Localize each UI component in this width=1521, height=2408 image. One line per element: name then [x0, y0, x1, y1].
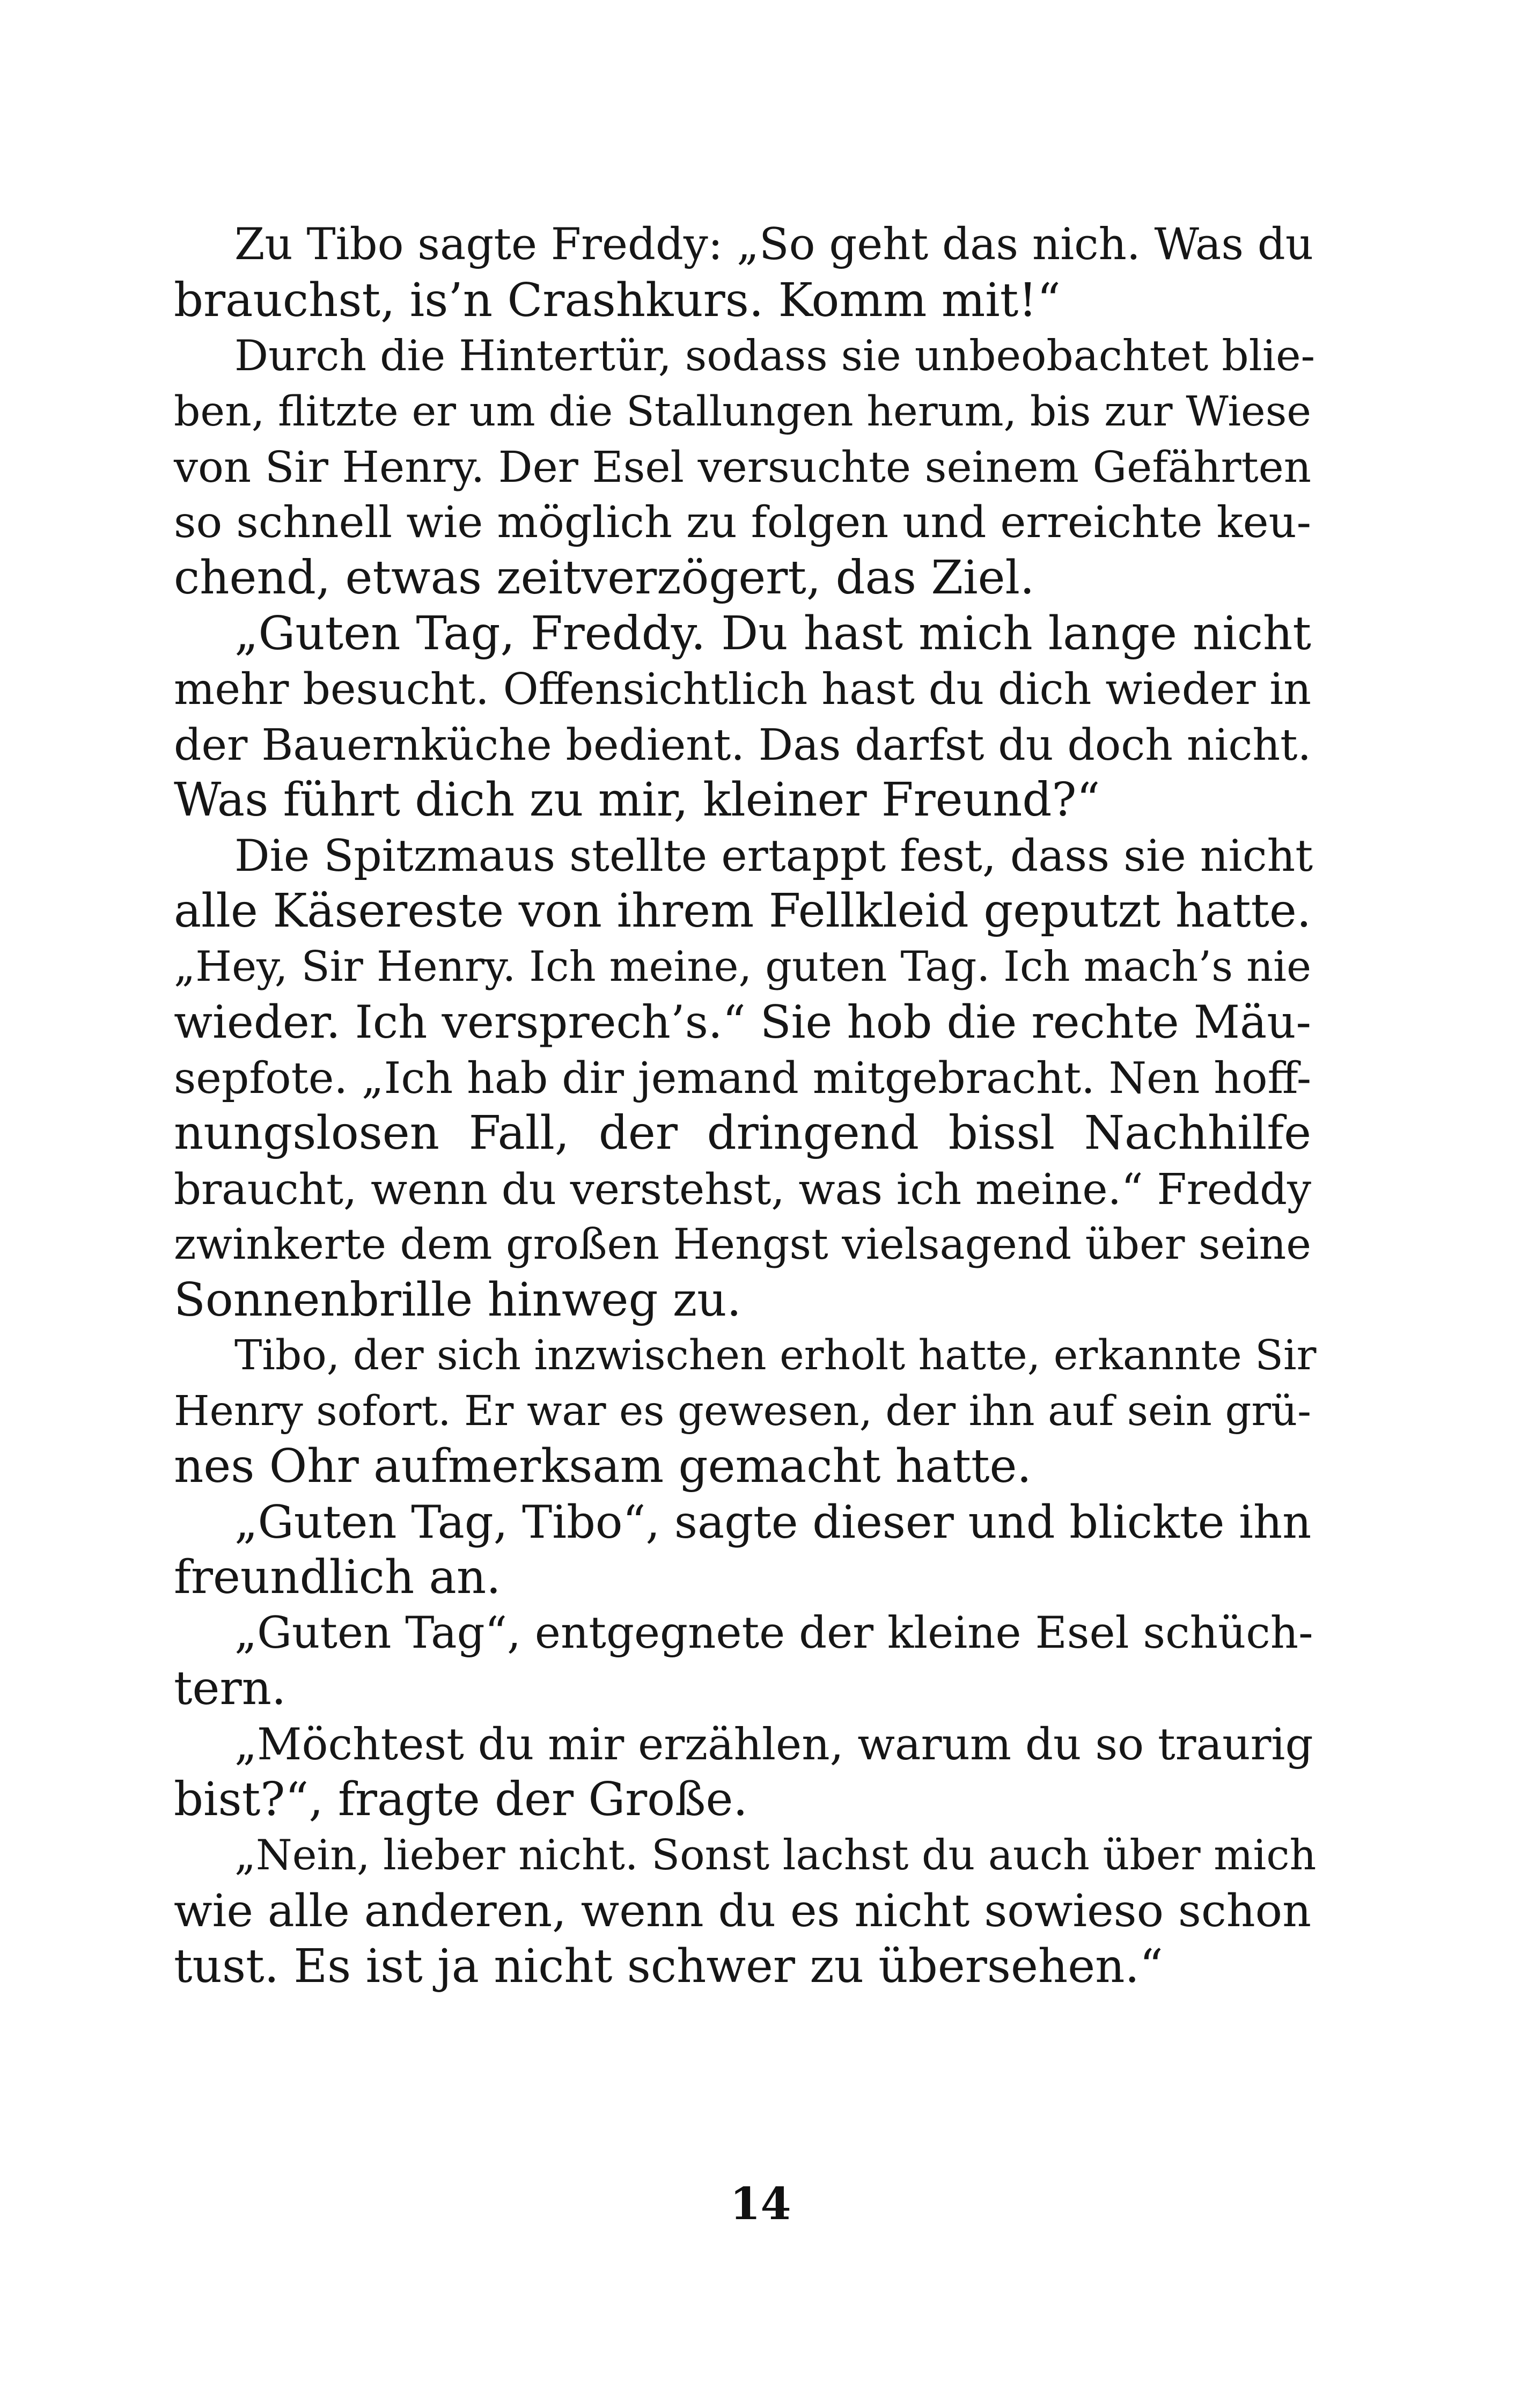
text-line: ben, flitzte er um die Stallungen herum, bis zur Wiese — [174, 387, 1311, 436]
text-line: von Sir Henry. Der Esel versuchte seinem Gefährten — [174, 442, 1311, 492]
text-line: braucht, wenn du verstehst, was ich meine.“ Freddy — [174, 1164, 1311, 1214]
text-line: „Nein, lieber nicht. Sonst lachst du auch über mich — [234, 1831, 1317, 1880]
text-line: zwinkerte dem großen Hengst vielsagend über seine — [174, 1220, 1311, 1269]
text-line: wieder. Ich versprech’s.“ Sie hob die rechte Mäu- — [174, 996, 1311, 1048]
text-line: „Guten Tag, Freddy. Du hast mich lange nicht — [234, 606, 1311, 660]
text-line: nungslosen Fall, der dringend bissl Nachhilfe — [174, 1106, 1311, 1160]
text-line: „Guten Tag, Tibo“, sagte dieser und blickte ihn — [234, 1495, 1312, 1548]
text-line: „Hey, Sir Henry. Ich meine, guten Tag. Ich mach’s nie — [174, 942, 1311, 991]
text-line: „Guten Tag“, entgegnete der kleine Esel schüch- — [234, 1607, 1313, 1658]
text-line: sepfote. „Ich hab dir jemand mitgebracht. Nen hoff- — [174, 1052, 1311, 1103]
text-line: Tibo, der sich inzwischen erholt hatte, erkannte Sir — [234, 1331, 1317, 1379]
text-line: nes Ohr aufmerksam gemacht hatte. — [174, 1440, 1032, 1493]
text-line: chend, etwas zeitverzögert, das Ziel. — [174, 551, 1035, 605]
text-line: brauchst, is’n Crashkurs. Komm mit!“ — [174, 273, 1061, 327]
text-line: der Bauernküche bedient. Das darfst du doch nicht. — [174, 719, 1311, 770]
text-line: Was führt dich zu mir, kleiner Freund?“ — [174, 773, 1100, 827]
text-line: so schnell wie möglich zu folgen und erreichte keu- — [174, 497, 1311, 548]
text-line: freundlich an. — [174, 1551, 501, 1604]
text-line: Durch die Hintertür, sodass sie unbeobachtet blie- — [234, 331, 1316, 380]
body-text — [174, 217, 1317, 1994]
text-line: „Möchtest du mir erzählen, warum du so traurig — [234, 1719, 1313, 1770]
text-line: wie alle anderen, wenn du es nicht sowieso schon — [174, 1884, 1311, 1937]
page-number: 14 — [730, 2178, 791, 2230]
text-line: Sonnenbrille hinweg zu. — [174, 1273, 741, 1327]
text-line: bist?“, fragte der Große. — [174, 1773, 748, 1826]
text-line: alle Käsereste von ihrem Fellkleid geputzt hatte. — [174, 884, 1311, 938]
text-line: Henry sofort. Er war es gewesen, der ihn auf sein grü- — [174, 1387, 1311, 1435]
text-line: mehr besucht. Offensichtlich hast du dich wieder in — [174, 664, 1311, 714]
text-line: tust. Es ist ja nicht schwer zu übersehen.“ — [174, 1939, 1163, 1993]
text-line: Zu Tibo sagte Freddy: „So geht das nich. Was du — [234, 219, 1314, 270]
text-line: Die Spitzmaus stellte ertappt fest, dass sie nicht — [234, 830, 1313, 882]
text-line: tern. — [174, 1662, 286, 1715]
